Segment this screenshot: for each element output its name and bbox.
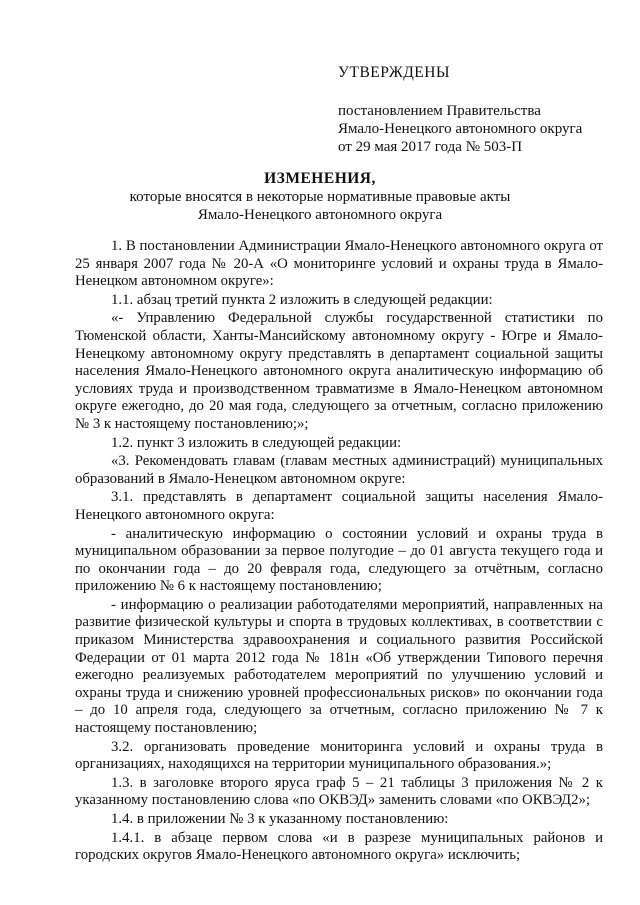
paragraph-1-4: 1.4. в приложении № 3 к указанному постановлению: — [111, 811, 449, 827]
title-sub-1: которые вносятся в некоторые нормативные правовые акты — [129, 189, 511, 205]
approval-heading: УТВЕРЖДЕНЫ — [338, 64, 450, 81]
paragraph-1-3: 1.3. в заголовке второго яруса граф 5 – 21 таблицы 3 приложения № 2 к указанному постановлению слова «по ОКВЭД» заменить словами «по ОКВЭД2»; — [75, 774, 603, 809]
document-title — [0, 170, 640, 224]
title-sub-2: Ямало-Ненецкого автономного округа — [197, 207, 443, 223]
document-body — [75, 238, 603, 865]
approval-line-1: постановлением Правительства — [338, 103, 541, 119]
paragraph-3-1: 3.1. представлять в департамент социальной защиты населения Ямало-Ненецкого автономного округа: — [75, 489, 603, 523]
approval-line-3: от 29 мая 2017 года № 503-П — [338, 139, 523, 155]
paragraph-quote-1: «- Управлению Федеральной службы государственной статистики по Тюменской области, Ханты-Мансийскому автономному округу - Югре и Ямало-Ненецкому автономному округу представлять в департамент социальной защиты населения Ямало-Ненецкого автономного округа аналитическую информацию об условиях труда и производственном травматизме в Ямало-Ненецком автономном округе ежегодно, до 20 мая года, следующего за отчетным, согласно приложению № 3 к настоящему постановлению;»; — [75, 310, 603, 432]
paragraph-bullet-1: - аналитическую информацию о состоянии условий и охраны труда в муниципальном образовании за первое полугодие – до 01 августа текущего года и по окончании года – до 20 февраля года, следующего за отчётным, согласно приложению № 6 к настоящему постановлению; — [75, 525, 603, 595]
paragraph-quote-3: «3. Рекомендовать главам (главам местных администраций) муниципальных образований в Ямало-Ненецком автономном округе: — [75, 453, 603, 487]
paragraph-1: 1. В постановлении Администрации Ямало-Ненецкого автономного округа от 25 января 2007 года № 20-А «О мониторинге условий и охраны труда в Ямало-Ненецком автономном округе»: — [75, 238, 603, 290]
paragraph-3-2: 3.2. организовать проведение мониторинга условий и охраны труда в организациях, находящихся на территории муниципального образования.»; — [75, 738, 603, 773]
paragraph-bullet-2: - информацию о реализации работодателями мероприятий, направленных на развитие физической культуры и спорта в трудовых коллективах, в соответствии с приказом Министерства здравоохранения и социального развития Российской Федерации от 01 марта 2012 года № 181н «Об утверждении Типового перечня ежегодно реализуемых работодателем мероприятий по улучшению условий и охраны труда и снижению уровней профессиональных рисков» по окончании года – до 10 апреля года, следующего за отчетным, согласно приложению № 7 к настоящему постановлению; — [75, 596, 603, 737]
approval-block — [338, 64, 582, 156]
approval-line-2: Ямало-Ненецкого автономного округа — [338, 121, 583, 137]
paragraph-1-4-1: 1.4.1. в абзаце первом слова «и в разрезе муниципальных районов и городских округов Ямало-Ненецкого автономного округа» исключить; — [75, 829, 603, 864]
paragraph-1-1: 1.1. абзац третий пункта 2 изложить в следующей редакции: — [111, 291, 493, 308]
paragraph-1-2: 1.2. пункт 3 изложить в следующей редакции: — [111, 434, 402, 451]
title-main: ИЗМЕНЕНИЯ, — [264, 170, 376, 187]
